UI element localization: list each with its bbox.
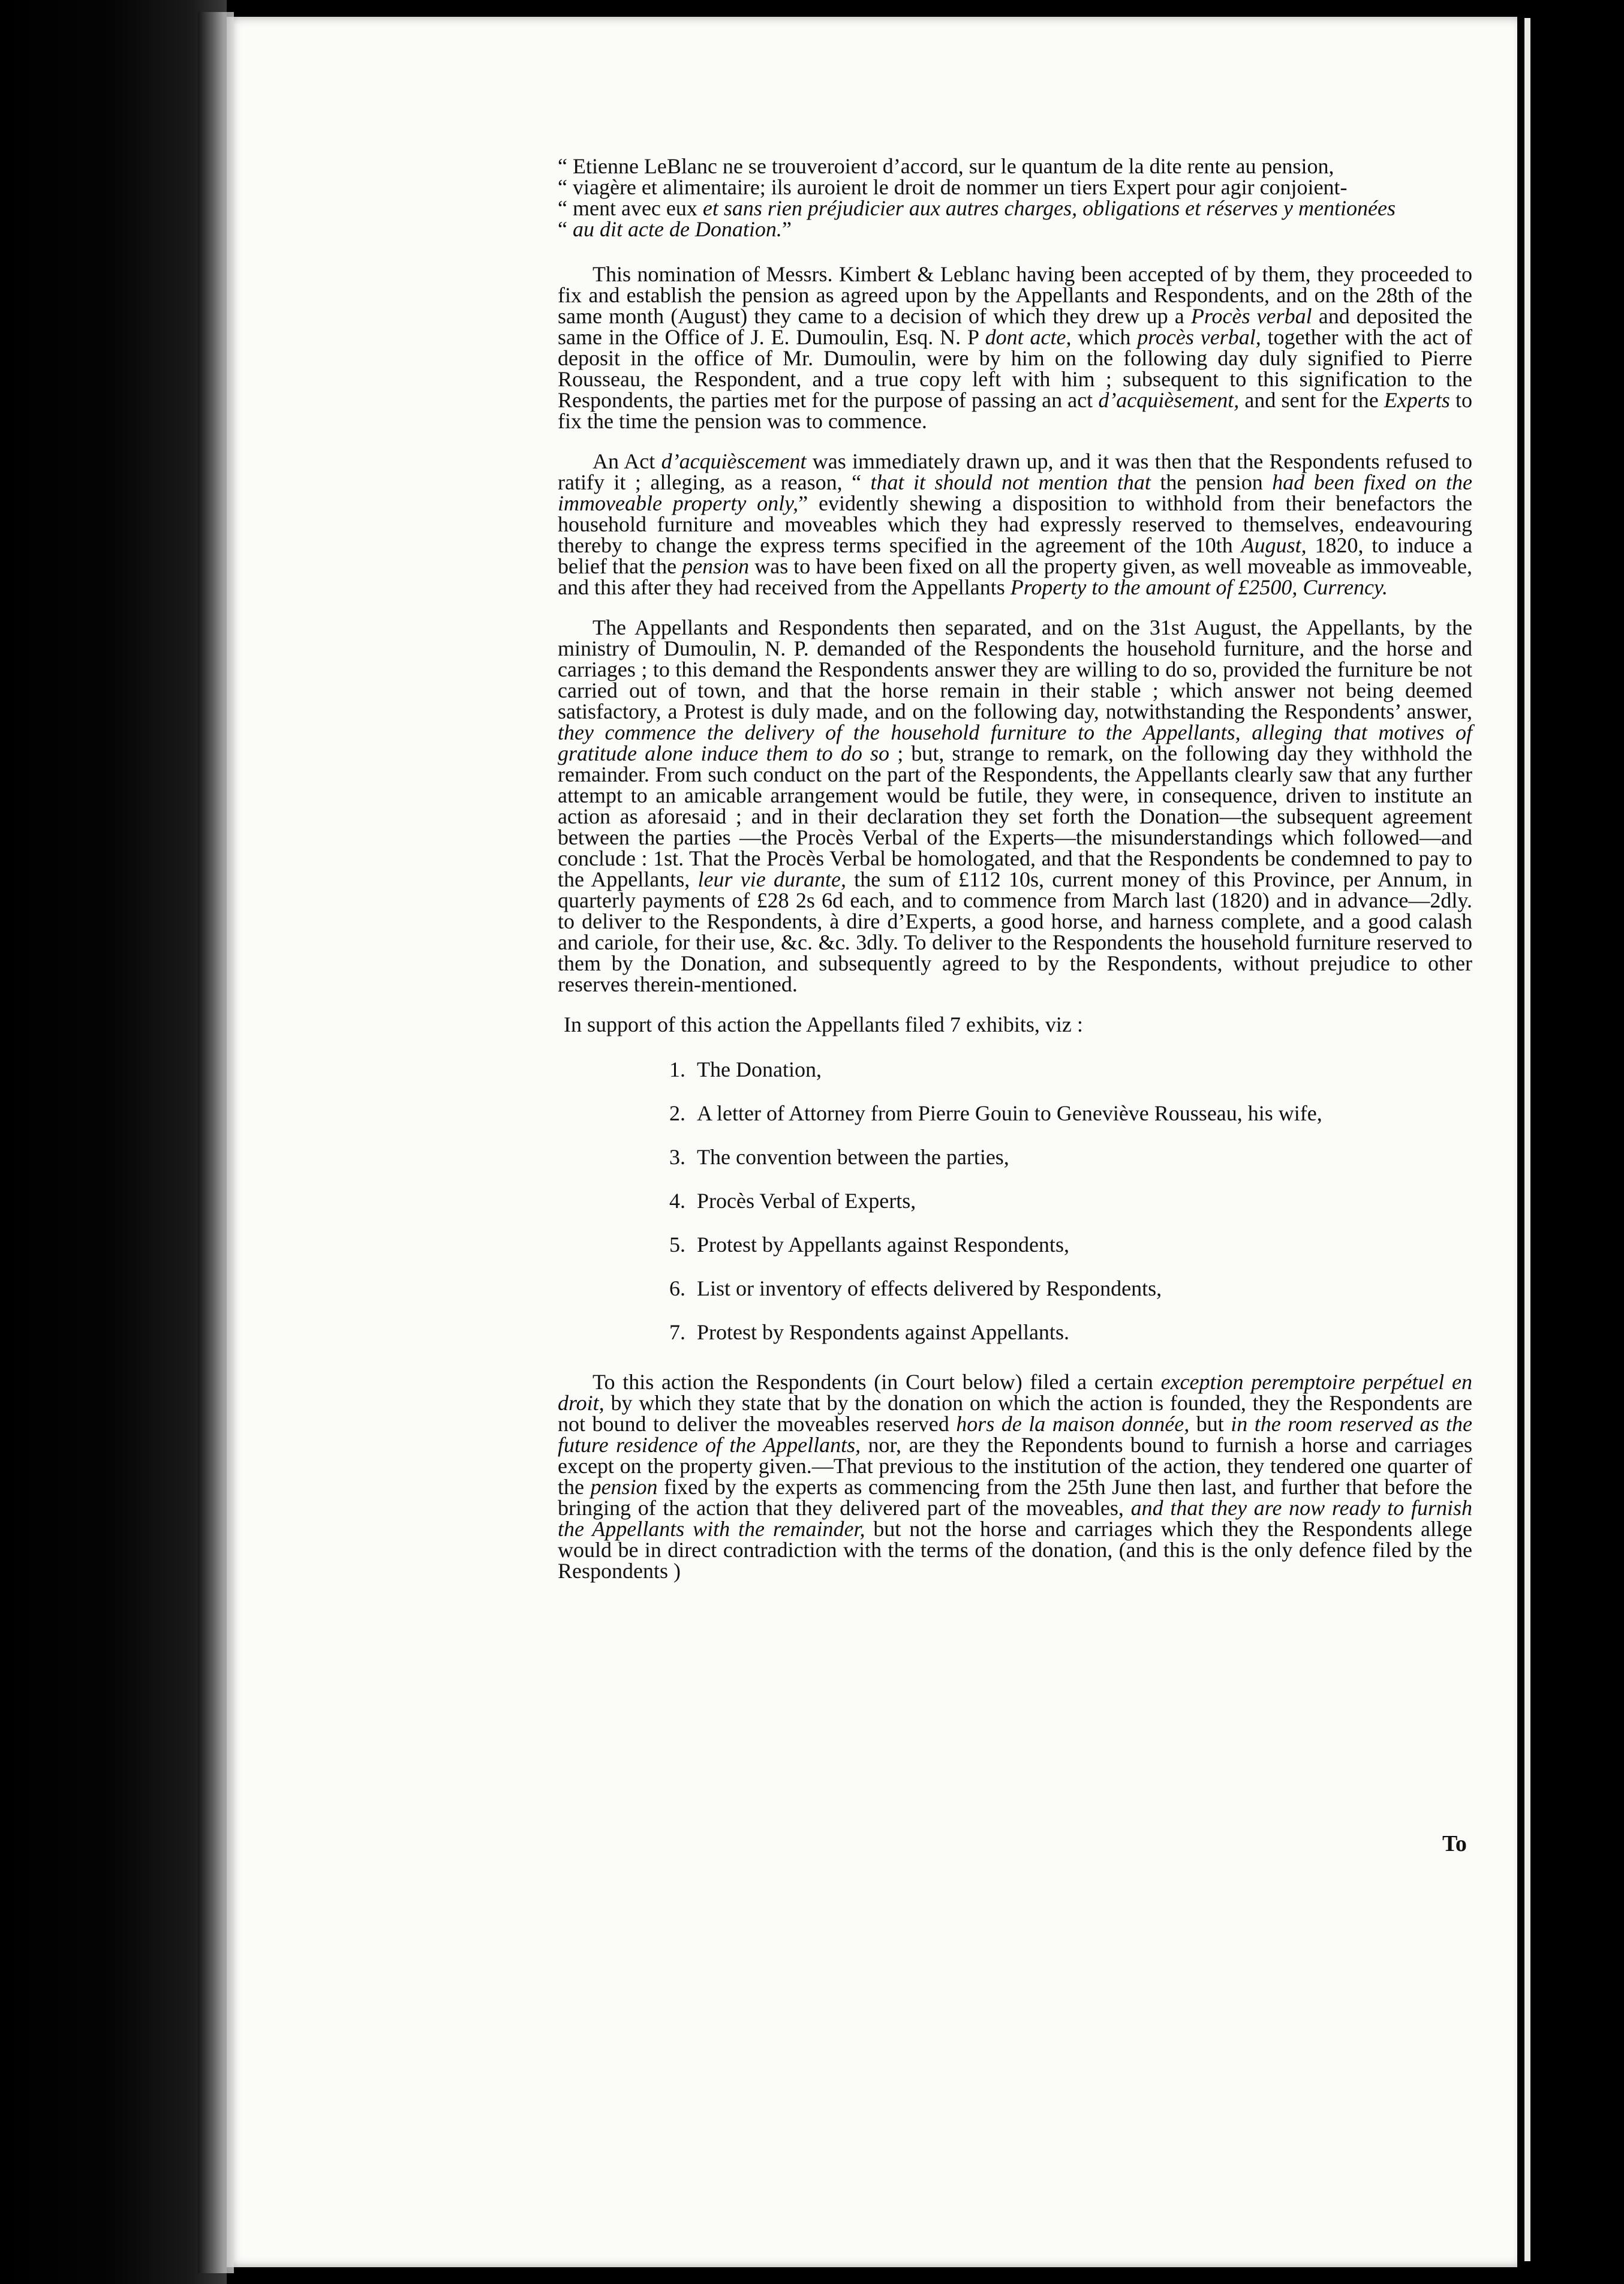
paragraph-exception: [558, 1372, 1472, 1582]
list-item: [669, 1103, 1472, 1124]
text-run: and deposited the same in the Office of J. E. Dumoulin, Esq. N. P: [558, 304, 1473, 349]
italic-run: d’acquièscement: [661, 449, 807, 473]
paragraph-separation: [558, 617, 1472, 995]
quote-line: “ viagère et alimentaire; ils auroient le droit de nommer un tiers Expert pour agir conjoient-: [558, 175, 1348, 199]
italic-run: pension: [590, 1475, 658, 1499]
text-run: This nomination of Messrs. Kimbert & Leblanc having been accepted of by them, they proceeded to fix and establish the pension as agreed upon by the Appellants and Respondents, and on the 28th of the same month (August) they came to a decision of which they drew up a: [558, 262, 1472, 328]
quote-text: “: [558, 217, 573, 241]
list-item: [669, 1322, 1472, 1343]
italic-run: that it should not mention that: [870, 470, 1151, 494]
page-binding-edge: [198, 12, 234, 2273]
page-body: [558, 156, 1472, 1601]
italic-run: leur vie durante,: [697, 867, 846, 891]
text-run: fixed by the experts as commencing from the 25th June then last, and further that before the bringing of the action that they delivered part of the moveables,: [558, 1475, 1472, 1520]
scan-right-margin: [1530, 0, 1624, 2284]
text-run: ” evidently shewing a disposition to withhold from their benefactors the household furniture and moveables which they had expressly reserved to themselves, endeavouring thereby to change the express terms specified in the agreement of the 10th: [558, 491, 1472, 557]
text-run: 1820, to induce a belief that the: [558, 533, 1472, 578]
quote-italic: et sans rien préjudicier aux autres charges, obligations et réserves y mentionées: [702, 196, 1396, 220]
exhibit-text: Protest by Appellants against Respondents,: [697, 1233, 1069, 1257]
exhibits-intro: In support of this action the Appellants filed 7 exhibits, viz :: [564, 1012, 1083, 1036]
italic-run: procès verbal,: [1137, 325, 1261, 349]
exhibit-number: 1.: [669, 1057, 685, 1081]
quoted-passage: [558, 156, 1472, 240]
text-run: but: [1189, 1412, 1231, 1436]
text-run: The Appellants and Respondents then separated, and on the 31st August, the Appellants, by the ministry of Dumoulin, N. P. demanded of the Respondents the household furniture, and the horse and carriages ; to this demand the Respondents answer they are willing to do so, provided the furniture be not carried out of town, and that the horse remain in their stable ; which answer not being deemed satisfactory, a Protest is duly made, and on the following day, notwithstanding the Respondents’ answer,: [558, 615, 1472, 723]
italic-run: Property to the amount of £2500, Currency.: [1010, 575, 1388, 599]
paragraph-acquiescement: [558, 451, 1472, 598]
exhibit-number: 2.: [669, 1101, 685, 1125]
list-item: [669, 1191, 1472, 1212]
italic-run: they commence the delivery of the household furniture to the Appellants, alleging that motives of gratitude alone induce them to do so: [558, 720, 1472, 765]
quote-line: [558, 198, 1472, 219]
exhibit-text: The convention between the parties,: [697, 1145, 1009, 1169]
text-run: the sum of £112 10s, current money of this Province, per Annum, in quarterly payments of £28 2s 6d each, and to commence from March last (1820) and in advance—2dly. to deliver to the Respondents, à dire d’Experts, a good horse, and harness complete, and a good calash and cariole, for their use, &c. &c. 3dly. To deliver to the Respondents the household furniture reserved to them by the Donation, and subsequently agreed to by the Respondents, without prejudice to other reserves therein-mentioned.: [558, 867, 1472, 996]
italic-run: August,: [1241, 533, 1307, 557]
text-run: was to have been fixed on all the property given, as well moveable as immoveable, and this after they had received from the Appellants: [558, 554, 1472, 599]
exhibit-number: 5.: [669, 1233, 685, 1257]
text-run: and sent for the: [1239, 388, 1384, 412]
text-run: together with the act of deposit in the office of Mr. Dumoulin, were by him on the following day duly signified to Pierre Rousseau, the Respondent, and a true copy left with him ; subsequent to this signification to the Respondents, the parties met for the purpose of passing an act: [558, 325, 1472, 412]
text-run: An Act: [593, 449, 661, 473]
italic-run: Experts: [1384, 388, 1450, 412]
text-run: ; but, strange to remark, on the following day they withhold the remainder. From such conduct on the part of the Respondents, the Appellants clearly saw that any further attempt to an amicable arrangement would be futile, they were, in consequence, driven to institute an action as aforesaid ; and in their declaration they set forth the Donation—the subsequent agreement between the parties —the Procès Verbal of the Experts—the misunderstandings which followed—and conclude : 1st. That the Procès Verbal be homologated, and that the Respondents be condemned to pay to the Appellants,: [558, 741, 1472, 891]
exhibit-number: 7.: [669, 1320, 685, 1344]
text-run: by which they state that by the donation on which the action is founded, they the Respondents are not bound to deliver the moveables reserved: [558, 1391, 1472, 1436]
quote-text: “ ment avec eux: [558, 196, 703, 220]
italic-run: exception peremptoire perpétuel en droit,: [558, 1370, 1472, 1415]
text-run: the pension: [1150, 470, 1273, 494]
exhibit-text: The Donation,: [697, 1057, 822, 1081]
italic-run: hors de la maison donnée,: [956, 1412, 1190, 1436]
exhibit-text: A letter of Attorney from Pierre Gouin to Geneviève Rousseau, his wife,: [697, 1101, 1322, 1125]
quote-italic: au dit acte de Donation.: [572, 217, 782, 241]
quote-line: “ Etienne LeBlanc ne se trouveroient d’accord, sur le quantum de la dite rente au pension,: [558, 154, 1334, 178]
exhibit-number: 4.: [669, 1189, 685, 1213]
italic-run: in the room reserved as the future residence of the Appellants,: [558, 1412, 1472, 1457]
text-run: but not the horse and carriages which they the Respondents allege would be in direct contradiction with the terms of the donation, (and this is the only defence filed by the Respondents ): [558, 1517, 1472, 1583]
exhibit-number: 6.: [669, 1276, 685, 1300]
exhibit-text: Protest by Respondents against Appellants.: [697, 1320, 1069, 1344]
italic-run: pension: [682, 554, 750, 578]
quote-text: ”: [781, 217, 792, 241]
quote-line: [558, 219, 1472, 240]
italic-run: dont acte,: [985, 325, 1072, 349]
italic-run: and that they are now ready to furnish the Appellants with the remainder,: [558, 1496, 1472, 1541]
text-run: to fix the time the pension was to commence.: [558, 388, 1472, 433]
exhibit-text: List or inventory of effects delivered by Respondents,: [697, 1276, 1162, 1300]
italic-run: d’acquièsement,: [1098, 388, 1240, 412]
text-run: was immediately drawn up, and it was then that the Respondents refused to ratify it ; alleging, as a reason, “: [558, 449, 1472, 494]
italic-run: had been fixed on the immoveable property only,: [558, 470, 1473, 515]
paragraph-nomination: [558, 264, 1472, 432]
text-run: which: [1071, 325, 1138, 349]
italic-run: Procès verbal: [1190, 304, 1312, 328]
next-page-edge: [1524, 18, 1530, 2261]
list-item: [669, 1147, 1472, 1168]
catchword: To: [1442, 1831, 1467, 1856]
list-item: [669, 1234, 1472, 1255]
exhibit-number: 3.: [669, 1145, 685, 1169]
text-run: nor, are they the Repondents bound to furnish a horse and carriages except on the property given.—That previous to the institution of the action, they tendered one quarter of the: [558, 1433, 1473, 1499]
text-run: To this action the Respondents (in Court below) filed a certain: [593, 1370, 1161, 1394]
exhibit-text: Procès Verbal of Experts,: [697, 1189, 916, 1213]
list-item: [669, 1059, 1472, 1080]
scan-left-margin: [0, 0, 227, 2284]
exhibit-list: [558, 1059, 1472, 1343]
list-item: [669, 1278, 1472, 1299]
